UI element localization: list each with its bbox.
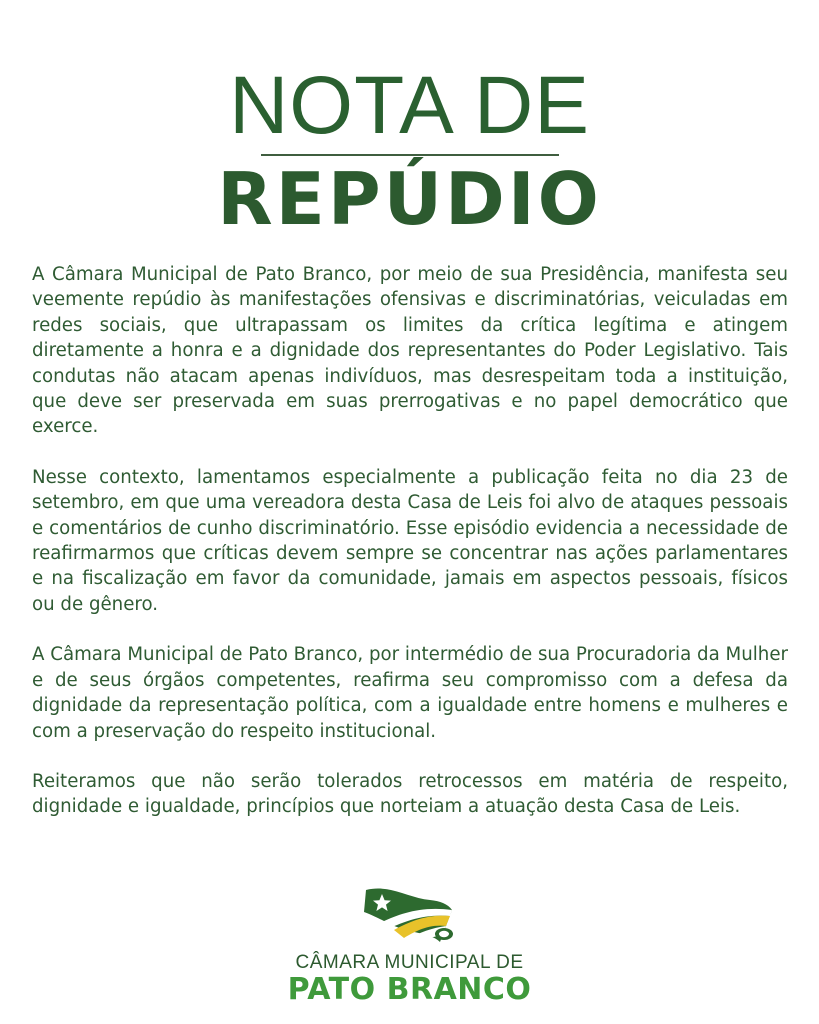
- paragraph-4: Reiteramos que não serão tolerados retrocessos em matéria de respeito, dignidade e igualdade, princípios que norteiam a atuação desta Casa de Leis.: [32, 770, 788, 818]
- logo-text-line-2: PATO BRANCO: [287, 972, 532, 1007]
- flag-icon: [360, 884, 460, 946]
- title-divider: [261, 154, 559, 156]
- chamber-logo: [0, 884, 819, 1006]
- paragraph-2: Nesse contexto, lamentamos especialmente a publicação feita no dia 23 de setembro, em que uma vereadora desta Casa de Leis foi alvo de ataques pessoais e comentários de cunho discriminatório. Esse episódio evidencia a necessidade de reafirmarmos que críticas devem sempre se concentrar nas ações parlamentares e na fiscalização em favor da comunidade, jamais em aspectos pessoais, físicos ou de gênero.: [32, 466, 788, 615]
- title-line-1: NOTA DE: [229, 60, 590, 151]
- document-body: [32, 262, 788, 845]
- paragraph-1: A Câmara Municipal de Pato Branco, por meio de sua Presidência, manifesta seu veemente repúdio às manifestações ofensivas e discriminatórias, veiculadas em redes sociais, que ultrapassam os limites da crítica legítima e atingem diretamente a honra e a dignidade dos representantes do Poder Legislativo. Tais condutas não atacam apenas indivíduos, mas desrespeitam toda a instituição, que deve ser preservada em suas prerrogativas e no papel democrático que exerce.: [32, 264, 788, 438]
- logo-text-line-1: CÂMARA MUNICIPAL DE: [295, 952, 524, 973]
- paragraph-3: A Câmara Municipal de Pato Branco, por intermédio de sua Procuradoria da Mulher e de seus órgãos competentes, reafirma seu compromisso com a defesa da dignidade da representação política, com a igualdade entre homens e mulheres e com a preservação do respeito institucional.: [32, 644, 788, 742]
- title-line-2: REPÚDIO: [217, 157, 602, 241]
- title-block: [0, 62, 819, 240]
